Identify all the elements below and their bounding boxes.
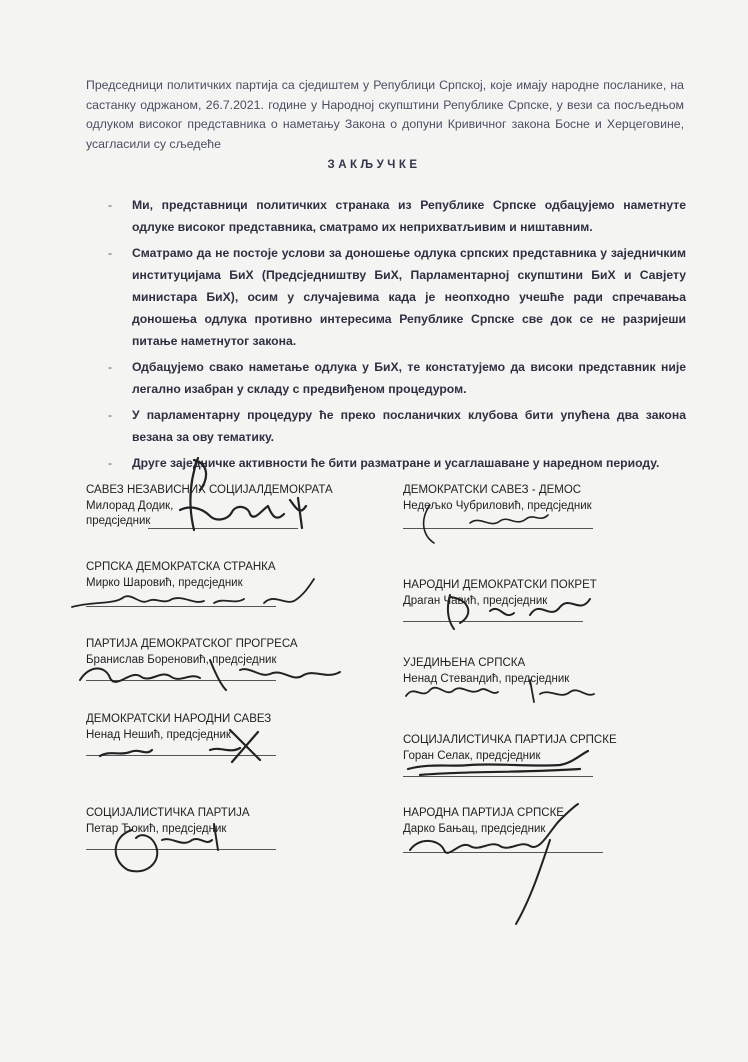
signature-line (148, 528, 298, 529)
signatory-org: САВЕЗ НЕЗАВИСНИХ СОЦИЈАЛДЕМОКРАТА (86, 484, 333, 496)
signatory-block-dns (86, 712, 271, 743)
signatory-org: ДЕМОКРАТСКИ САВЕЗ - ДЕМОС (403, 484, 582, 496)
signature-line (403, 528, 593, 529)
bullet-dash: - (108, 360, 113, 374)
conclusion-item (108, 194, 686, 238)
conclusion-text: Одбацујемо свако наметање одлука у БиХ, те констатујемо да високи представник није легално изабран у складу с предвиђеном процедуром. (132, 360, 686, 396)
signatory-person: Бранислав Бореновић, предсједник (86, 653, 277, 666)
signatory-org: СОЦИЈАЛИСТИЧКА ПАРТИЈА СРПСКЕ (403, 734, 617, 746)
bullet-dash: - (108, 198, 113, 212)
signatory-person: Драган Чавић, предсједник (403, 594, 548, 607)
conclusion-item (108, 242, 686, 352)
signatory-org: СОЦИЈАЛИСТИЧКА ПАРТИЈА (86, 807, 250, 819)
signatory-block-sps (403, 733, 617, 764)
conclusion-item (108, 452, 686, 474)
conclusion-text: Ми, представници политичких странака из Републике Српске одбацујемо наметнуте одлуке високог представника, сматрамо их неприхватљивим и ништавним. (132, 198, 686, 234)
conclusions-list (108, 194, 686, 478)
signatory-org: НАРОДНИ ДЕМОКРАТСКИ ПОКРЕТ (403, 579, 597, 591)
signature-line (86, 606, 276, 607)
conclusion-text: У парламентарну процедуру ће преко посланичких клубова бити упућена два закона везана за ову тематику. (132, 408, 686, 444)
bullet-dash: - (108, 408, 113, 422)
signatory-org: ДЕМОКРАТСКИ НАРОДНИ САВЕЗ (86, 713, 272, 725)
bullet-dash: - (108, 456, 113, 470)
signatory-person: Петар Ђокић, предсједник (86, 822, 227, 835)
signatory-block-snsd (86, 483, 333, 530)
signature-line (86, 849, 276, 850)
conclusions-heading: ЗАКЉУЧКЕ (327, 159, 421, 171)
signature-line (403, 776, 593, 777)
signatory-person: Милорад Додик, (86, 499, 174, 512)
signatory-block-nps (403, 806, 564, 837)
signatory-block-demos (403, 483, 592, 514)
signature-line (86, 755, 276, 756)
signatory-person: Мирко Шаровић, предсједник (86, 576, 243, 589)
bullet-dash: - (108, 246, 113, 260)
signature-line (86, 680, 276, 681)
signatory-org: СРПСКА ДЕМОКРАТСКА СТРАНКА (86, 561, 276, 573)
signatory-org: ПАРТИЈА ДЕМОКРАТСКОГ ПРОГРЕСА (86, 638, 298, 650)
signatory-block-ndp (403, 578, 597, 609)
signatory-role: предсједник (86, 515, 151, 527)
signatory-person: Дарко Бањац, предсједник (403, 822, 546, 835)
conclusion-text: Сматрамо да не постоје услови за доношење одлука српских представника у заједничким институцијама БиХ (Предсједништву БиХ, Парламентарној скупштини БиХ и Савјету министара БиХ), осим у случајевима када је неопходно учешће ради спречавања доношења одлука противно интересима Републике Српске све док се не разријеши питање наметнутог закона. (132, 246, 686, 348)
signatory-org: НАРОДНА ПАРТИЈА СРПСКЕ (403, 807, 564, 819)
signatory-person: Недељко Чубриловић, предсједник (403, 499, 592, 512)
signatory-person: Ненад Стевандић, предсједник (403, 672, 570, 685)
intro-paragraph: Председници политичких партија са сједиштем у Републици Српској, које имају народне посланике, на састанку одржаном, 26.7.2021. године у Народној скупштини Републике Српске, у вези са посљедњом одлуком високог представника о наметању Закона о допуни Кривичног закона Босне и Херцеговине, усагласили су сљедеће (86, 78, 684, 151)
signatory-block-sds (86, 560, 276, 591)
conclusion-text: Друге заједничке активности ће бити разматране и усаглашаване у наредном периоду. (132, 456, 660, 470)
signatory-person: Горан Селак, предсједник (403, 749, 541, 762)
signatory-org: УЈЕДИЊЕНА СРПСКА (403, 657, 526, 669)
conclusion-item (108, 404, 686, 448)
signatory-block-us (403, 656, 569, 687)
signature-line (403, 852, 603, 853)
signatory-block-sp (86, 806, 250, 837)
signatory-block-pdp (86, 637, 298, 668)
conclusion-item (108, 356, 686, 400)
signature-line (403, 621, 583, 622)
signatory-person: Ненад Нешић, предсједник (86, 728, 231, 741)
